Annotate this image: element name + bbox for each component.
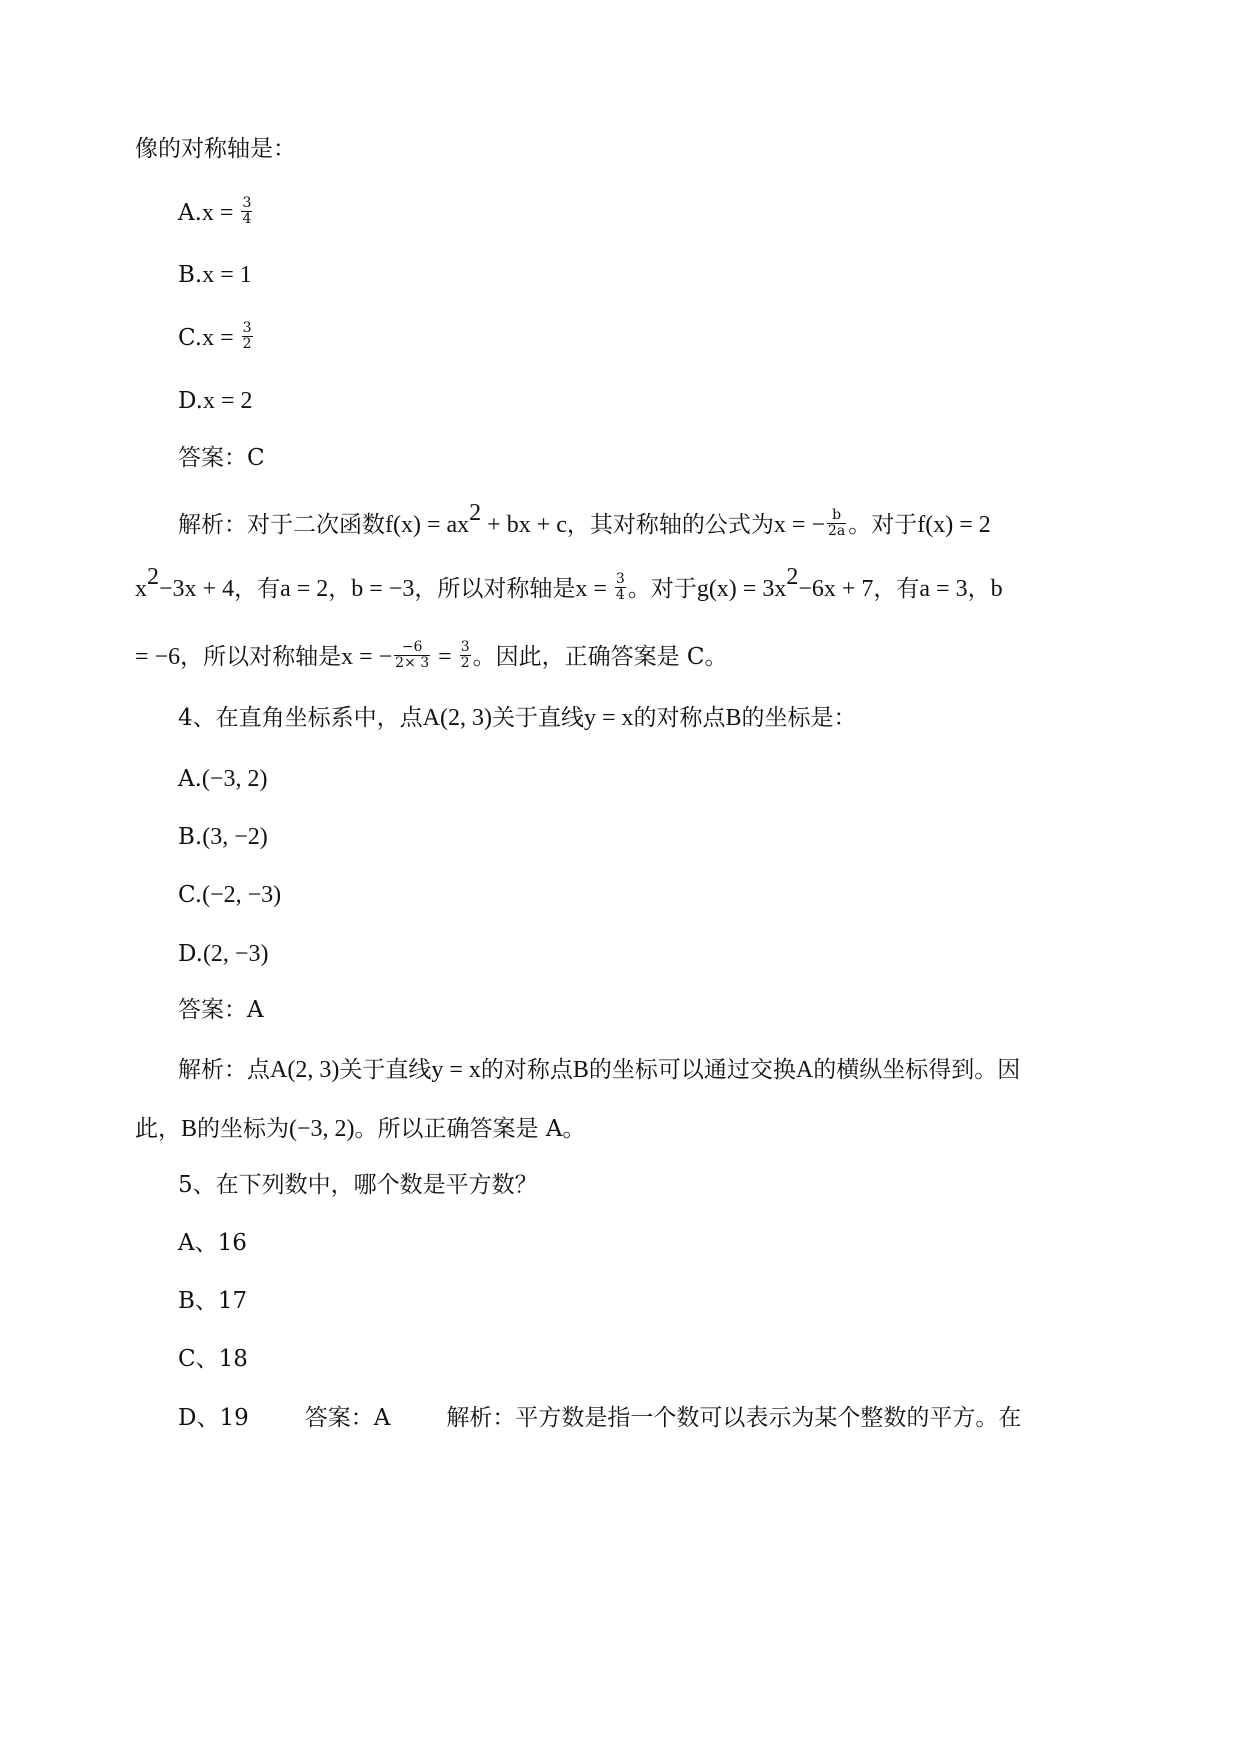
option-prefix: D. <box>178 388 203 414</box>
q5-option-a: A、16 <box>178 1230 247 1256</box>
math: a = 3 <box>919 576 968 602</box>
math: = −6 <box>135 644 181 670</box>
q3-stem-tail: 像的对称轴是： <box>135 136 296 162</box>
text: 关于直线 <box>339 1057 432 1083</box>
math: y = x <box>431 1057 481 1083</box>
fraction <box>394 640 430 671</box>
math: f(x) = 2 <box>917 512 991 538</box>
denominator: 2 <box>460 654 470 671</box>
math: + bx + c <box>481 512 567 538</box>
option-expr: x = 2 <box>202 388 253 414</box>
superscript: 2 <box>147 564 159 591</box>
numerator: 3 <box>242 194 252 211</box>
denominator: 4 <box>242 210 252 227</box>
q4-option-d <box>178 939 268 969</box>
q3-option-a <box>178 194 254 230</box>
option-prefix: A. <box>178 766 202 792</box>
text: ，所以对称轴是 <box>180 644 342 670</box>
math: (−3, 2) <box>289 1116 355 1142</box>
q4-answer: 答案：A <box>178 997 264 1023</box>
q5-option-c: C、18 <box>178 1346 248 1372</box>
q4-option-b <box>178 822 268 852</box>
option-prefix: A. <box>178 200 202 226</box>
fraction <box>241 196 252 227</box>
option-expr: (2, −3) <box>202 941 269 967</box>
text: ，有 <box>873 576 920 602</box>
text: 的对称点 <box>633 705 726 731</box>
q5-option-b: B、17 <box>178 1288 248 1314</box>
text: ，其对称轴的公式为 <box>566 512 774 538</box>
q4-option-c <box>178 880 281 910</box>
math: x = − <box>773 512 825 538</box>
denominator: 4 <box>615 586 625 603</box>
option-expr: (−2, −3) <box>202 882 282 908</box>
math: = <box>432 644 458 670</box>
text: 。对于 <box>627 576 697 602</box>
math: −3x + 4 <box>159 576 235 602</box>
math: b <box>990 576 1003 602</box>
q3-option-c <box>178 319 255 355</box>
text: 。对于 <box>848 512 918 538</box>
q5-option-d-line <box>178 1403 1021 1433</box>
numerator: b <box>827 508 846 524</box>
text: ，有 <box>234 576 281 602</box>
q5-analysis: 解析：平方数是指一个数可以表示为某个整数的平方。在 <box>446 1405 1022 1431</box>
text: 。所以正确答案是 A。 <box>354 1116 586 1142</box>
math: x = − <box>341 644 393 670</box>
q4-analysis-line-2 <box>135 1114 585 1144</box>
q4-option-a <box>178 764 267 794</box>
option-prefix: D. <box>178 941 203 967</box>
text: ， <box>967 576 991 602</box>
denominator: 2 <box>242 335 252 352</box>
q3-option-b <box>178 260 252 290</box>
numerator: −6 <box>394 640 430 656</box>
math: A(2, 3) <box>270 1057 340 1083</box>
q5-option-d: D、19 <box>178 1405 249 1431</box>
text: 解析：对于二次函数 <box>178 512 385 538</box>
math: a = 2 <box>280 576 329 602</box>
fraction <box>827 508 846 539</box>
q5-stem: 5、在下列数中，哪个数是平方数？ <box>178 1172 538 1198</box>
text: 4、在直角坐标系中，点 <box>178 705 423 731</box>
q3-analysis-line-2 <box>135 564 1003 606</box>
option-prefix: C. <box>178 882 203 908</box>
math: B <box>181 1116 198 1142</box>
q3-analysis-line-3 <box>135 638 728 674</box>
denominator: 2× 3 <box>395 654 430 671</box>
option-expr: (3, −2) <box>202 824 268 850</box>
math: b = −3 <box>351 576 415 602</box>
text: 的坐标可以通过交换 <box>588 1057 796 1083</box>
option-prefix: B. <box>178 262 203 288</box>
q5-answer: 答案：A <box>304 1405 391 1431</box>
option-prefix: B. <box>178 824 203 850</box>
math: g(x) = 3x <box>696 576 787 602</box>
math: −6x + 7 <box>798 576 874 602</box>
math: y = x <box>583 705 634 731</box>
text: 的横纵坐标得到。因 <box>813 1057 1021 1083</box>
math: A(2, 3) <box>422 705 492 731</box>
text: 此， <box>135 1116 181 1142</box>
text: ，所以对称轴是 <box>414 576 576 602</box>
superscript: 2 <box>786 564 799 591</box>
math: A <box>795 1057 814 1083</box>
math: x <box>135 576 147 602</box>
text: 的对称点 <box>480 1057 573 1083</box>
text: 的坐标为 <box>197 1116 290 1142</box>
math: B <box>572 1057 589 1083</box>
text: 的坐标是： <box>741 705 857 731</box>
numerator: 3 <box>460 638 470 655</box>
option-prefix: C. <box>178 325 203 351</box>
option-expr: (−3, 2) <box>201 766 268 792</box>
text: 关于直线 <box>491 705 584 731</box>
numerator: 3 <box>242 319 252 336</box>
math: f(x) = ax <box>385 512 470 538</box>
text: ， <box>328 576 352 602</box>
q3-analysis-line-1 <box>178 500 991 542</box>
math: x = <box>575 576 613 602</box>
q4-analysis-line-1 <box>178 1055 1020 1085</box>
text: 。因此，正确答案是 C。 <box>472 644 728 670</box>
denominator: 2a <box>827 522 846 539</box>
fraction <box>242 321 253 352</box>
math: B <box>725 705 742 731</box>
q4-stem <box>178 703 857 733</box>
option-expr: x = <box>201 200 240 226</box>
fraction <box>615 572 626 603</box>
fraction <box>460 640 471 671</box>
text: 解析：点 <box>178 1057 270 1083</box>
numerator: 3 <box>615 570 625 587</box>
superscript: 2 <box>469 500 482 527</box>
q3-option-d <box>178 386 252 416</box>
option-expr: x = <box>202 325 240 351</box>
option-expr: x = 1 <box>202 262 252 288</box>
q3-answer: 答案：C <box>178 445 265 471</box>
